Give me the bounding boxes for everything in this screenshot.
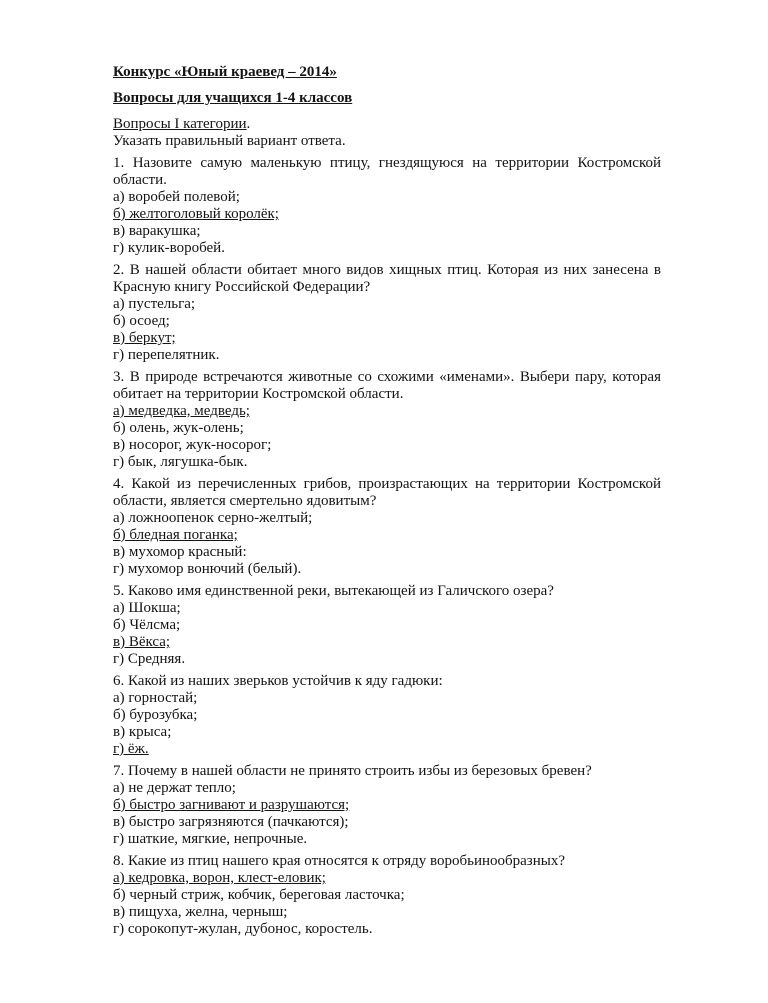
answer-option: г) мухомор вонючий (белый).: [113, 561, 302, 577]
answer-option: а) горностай;: [113, 690, 198, 706]
category-heading-line: [113, 116, 661, 133]
answer-option-correct: а) кедровка, ворон, клест-еловик;: [113, 870, 326, 886]
question-text: 8. Какие из птиц нашего края относятся к отряду воробьинообразных?: [113, 853, 565, 869]
question-block: [113, 262, 661, 364]
answer-option-correct: б) желтоголовый королёк;: [113, 206, 279, 222]
answer-option-correct: г) ёж.: [113, 741, 149, 757]
answer-option: в) варакушка;: [113, 223, 201, 239]
question-text: 3. В природе встречаются животные со схожими «именами». Выбери пару, которая обитает на территории Костромской области.: [113, 369, 661, 402]
question-block: [113, 763, 661, 848]
question-block: [113, 853, 661, 938]
answer-option: б) осоед;: [113, 313, 170, 329]
answer-option: б) черный стриж, кобчик, береговая ласточка;: [113, 887, 405, 903]
answer-option: в) пищуха, желна, черныш;: [113, 904, 288, 920]
answer-option: в) носорог, жук-носорог;: [113, 437, 272, 453]
document-title: Конкурс «Юный краевед – 2014»: [113, 64, 337, 80]
answer-option-correct: в) беркут;: [113, 330, 176, 346]
question-text: 1. Назовите самую маленькую птицу, гнездящуюся на территории Костромской области.: [113, 155, 661, 188]
answer-option: а) Шокша;: [113, 600, 181, 616]
question-block: [113, 155, 661, 257]
question-block: [113, 673, 661, 758]
answer-option-correct: б) бледная поганка;: [113, 527, 238, 543]
question-block: [113, 583, 661, 668]
question-text: 5. Каково имя единственной реки, вытекающей из Галичского озера?: [113, 583, 554, 599]
question-block: [113, 369, 661, 471]
answer-option: г) перепелятник.: [113, 347, 220, 363]
answer-option: а) пустельга;: [113, 296, 196, 312]
answer-option: б) олень, жук-олень;: [113, 420, 244, 436]
document-subtitle: Вопросы для учащихся 1-4 классов: [113, 90, 353, 106]
answer-option: г) сорокопут-жулан, дубонос, коростель.: [113, 921, 373, 937]
answer-option: в) быстро загрязняются (пачкаются);: [113, 814, 349, 830]
question-text: 4. Какой из перечисленных грибов, произрастающих на территории Костромской области, является смертельно ядовитым?: [113, 476, 661, 509]
answer-option-correct: б) быстро загнивают и разрушаются;: [113, 797, 350, 813]
answer-option: г) бык, лягушка-бык.: [113, 454, 248, 470]
answer-option: в) мухомор красный:: [113, 544, 247, 560]
answer-option-correct: в) Вёкса;: [113, 634, 171, 650]
category-heading: Вопросы I категории: [113, 116, 247, 132]
answer-option: в) крыса;: [113, 724, 172, 740]
answer-option: а) воробей полевой;: [113, 189, 240, 205]
answer-option: г) Средняя.: [113, 651, 186, 667]
answer-option: г) шаткие, мягкие, непрочные.: [113, 831, 308, 847]
category-instruction: Указать правильный вариант ответа.: [113, 133, 346, 149]
answer-option: г) кулик-воробей.: [113, 240, 225, 256]
answer-option: б) бурозубка;: [113, 707, 198, 723]
category-block: [113, 116, 661, 150]
question-text: 6. Какой из наших зверьков устойчив к яду гадюки:: [113, 673, 443, 689]
questions-list: [113, 155, 661, 938]
category-heading-suffix: .: [246, 116, 251, 132]
question-text: 7. Почему в нашей области не принято строить избы из березовых бревен?: [113, 763, 592, 779]
question-text: 2. В нашей области обитает много видов хищных птиц. Которая из них занесена в Красную книгу Российской Федерации?: [113, 262, 661, 295]
answer-option: а) не держат тепло;: [113, 780, 236, 796]
answer-option: б) Чёлсма;: [113, 617, 181, 633]
answer-option-correct: а) медведка, медведь;: [113, 403, 250, 419]
question-block: [113, 476, 661, 578]
answer-option: а) ложноопенок серно-желтый;: [113, 510, 313, 526]
